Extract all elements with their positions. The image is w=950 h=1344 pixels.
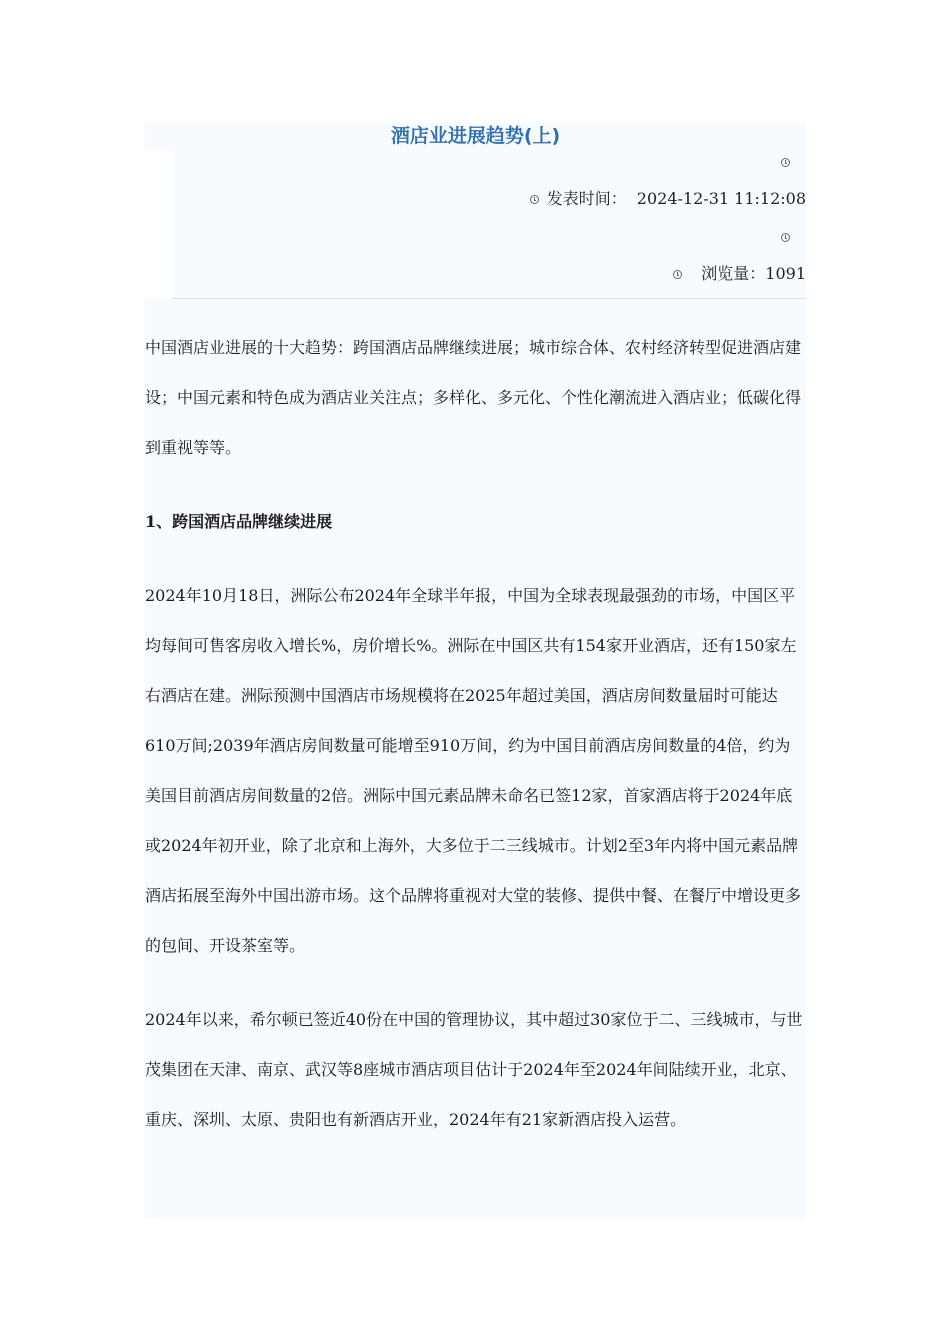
header-divider [172,298,806,299]
clock-icon [673,270,682,279]
views-count: 1091 [765,264,806,283]
views-line [701,263,806,285]
section-heading: 1、跨国酒店品牌继续进展 [145,512,333,531]
clock-icon [781,233,790,242]
publish-time-label: 发表时间： [546,189,627,208]
publish-time-line [547,188,806,210]
clock-icon [530,195,539,204]
publish-time-value: 2024-12-31 11:12:08 [636,189,806,208]
body-paragraph: 2024年10月18日，洲际公布2024年全球半年报，中国为全球表现最强劲的市场，中国区平均每间可售客房收入增长%，房价增长%。洲际在中国区共有154家开业酒店，还有150家左右酒店在建。洲际预测中国酒店市场规模将在2025年超过美国，酒店房间数量届时可能达610万间;2039年酒店房间数量可能增至910万间，约为中国目前酒店房间数量的4倍，约为美国目前酒店房间数量的2倍。洲际中国元素品牌未命名已签12家，首家酒店将于2024年底或2024年初开业，除了北京和上海外，大多位于二三线城市。计划2至3年内将中国元素品牌酒店拓展至海外中国出游市场。这个品牌将重视对大堂的装修、提供中餐、在餐厅中增设更多的包间、开设茶室等。 [145,586,802,955]
article-panel [145,123,806,1218]
intro-paragraph: 中国酒店业进展的十大趋势：跨国酒店品牌继续进展；城市综合体、农村经济转型促进酒店建设；中国元素和特色成为酒店业关注点；多样化、多元化、个性化潮流进入酒店业；低碳化得到重视等等。 [145,338,802,457]
views-label: 浏览量： [701,264,766,283]
body-paragraph: 2024年以来，希尔顿已签近40份在中国的管理协议，其中超过30家位于二、三线城市，与世茂集团在天津、南京、武汉等8座城市酒店项目估计于2024年至2024年间陆续开业，北京、重庆、深圳、太原、贵阳也有新酒店开业，2024年有21家新酒店投入运营。 [145,1010,803,1129]
clock-icon [781,158,790,167]
article-header [145,123,806,299]
article-body [145,323,806,1145]
header-notch [145,149,172,299]
article-title: 酒店业进展趋势(上) [390,125,561,147]
